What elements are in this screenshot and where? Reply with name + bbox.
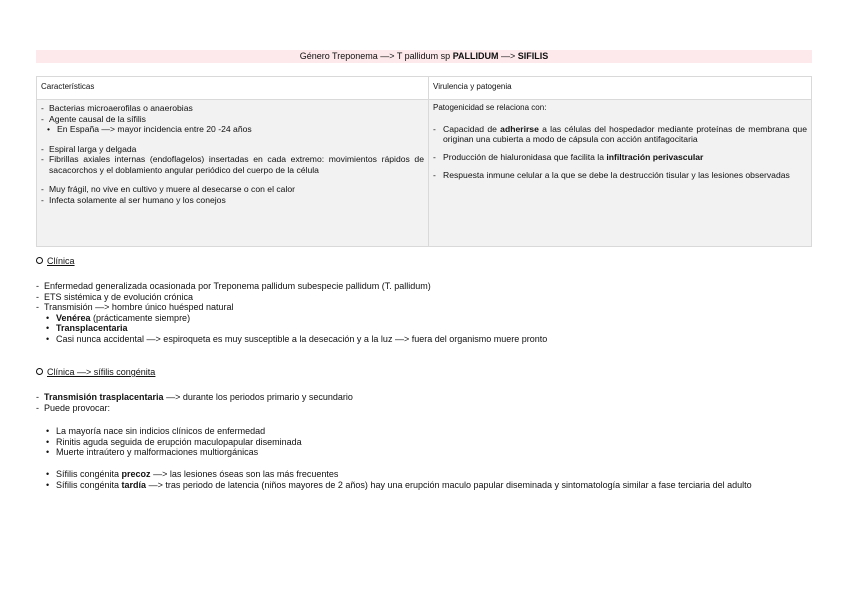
list-item: • En España —> mayor incidencia entre 20 -24 años (47, 124, 252, 134)
list-item: • Rinitis aguda seguida de erupción maculopapular diseminada (46, 436, 302, 447)
title-strong-pallidum: PALLIDUM (452, 51, 499, 61)
title-prefix: Género Treponema —> T pallidum sp (299, 51, 453, 61)
congenita-heading: Clínica —> sífilis congénita (36, 367, 155, 377)
list-item: - Respuesta inmune celular a la que se debe la destrucción tisular y las lesiones observadas (433, 170, 790, 180)
characteristics-cell (37, 100, 429, 247)
clinica-heading: Clínica (36, 256, 75, 266)
list-item: - Agente causal de la sífilis (41, 113, 146, 124)
clinica-section (36, 281, 547, 345)
list-item: - Puede provocar: (36, 402, 111, 413)
intro-text: Patogenicidad se relaciona con: (433, 103, 547, 112)
list-item: - Capacidad de adherirse a las células del hospedador mediante proteínas de membrana que originan una cubierta a modo de cápsula con acción antifagocitaria (433, 123, 807, 144)
col2-header: Virulencia y patogenia (429, 77, 812, 100)
col1-header: Características (37, 77, 429, 100)
title-strong-sifilis: SIFILIS (517, 51, 549, 61)
virulence-cell (429, 100, 812, 247)
list-item: - Transmisión —> hombre único huésped natural (36, 302, 234, 313)
list-item: • Sífilis congénita tardía —> tras periodo de latencia (niños mayores de 2 años) hay una erupción maculo papular diseminada y sintomatología similar a fase terciaria del adulto (46, 479, 752, 490)
list-item: • La mayoría nace sin indicios clínicos de enfermedad (46, 426, 266, 437)
circle-bullet-icon (36, 257, 43, 264)
list-item: • Transplacentaria (46, 323, 128, 334)
list-item: - Espiral larga y delgada (41, 143, 137, 154)
circle-bullet-icon (36, 368, 43, 375)
list-item: - Producción de hialuronidasa que facilita la infiltración perivascular (433, 151, 704, 162)
congenita-section (36, 392, 812, 490)
page-title (36, 50, 812, 63)
info-table (36, 76, 812, 247)
list-item: - Muy frágil, no vive en cultivo y muere al desecarse o con el calor (41, 184, 295, 194)
list-item: - Transmisión trasplacentaria —> durante los periodos primario y secundario (36, 392, 353, 402)
list-item: • Venérea (prácticamente siempre) (46, 312, 191, 323)
list-item: • Sífilis congénita precoz —> las lesiones óseas son las más frecuentes (46, 468, 339, 479)
list-item: • Muerte intraútero y malformaciones multiorgánicas (46, 447, 259, 458)
list-item: - Fibrillas axiales internas (endoflagelos) insertadas en cada extremo: movimientos rápidos de sacacorchos y el doblamiento angular periódico del cuerpo de la célula (41, 154, 424, 175)
list-item: • Casi nunca accidental —> espiroqueta es muy susceptible a la desecación y a la luz —> fuera del organismo muere pronto (46, 333, 548, 344)
list-item: - Infecta solamente al ser humano y los conejos (41, 194, 226, 205)
title-arrow: —> (498, 51, 518, 61)
list-item: - Enfermedad generalizada ocasionada por Treponema pallidum subespecie pallidum (T. pallidum) (36, 281, 431, 291)
list-item: - Bacterias microaerofilas o anaerobias (41, 103, 193, 113)
list-item: - ETS sistémica y de evolución crónica (36, 291, 194, 302)
